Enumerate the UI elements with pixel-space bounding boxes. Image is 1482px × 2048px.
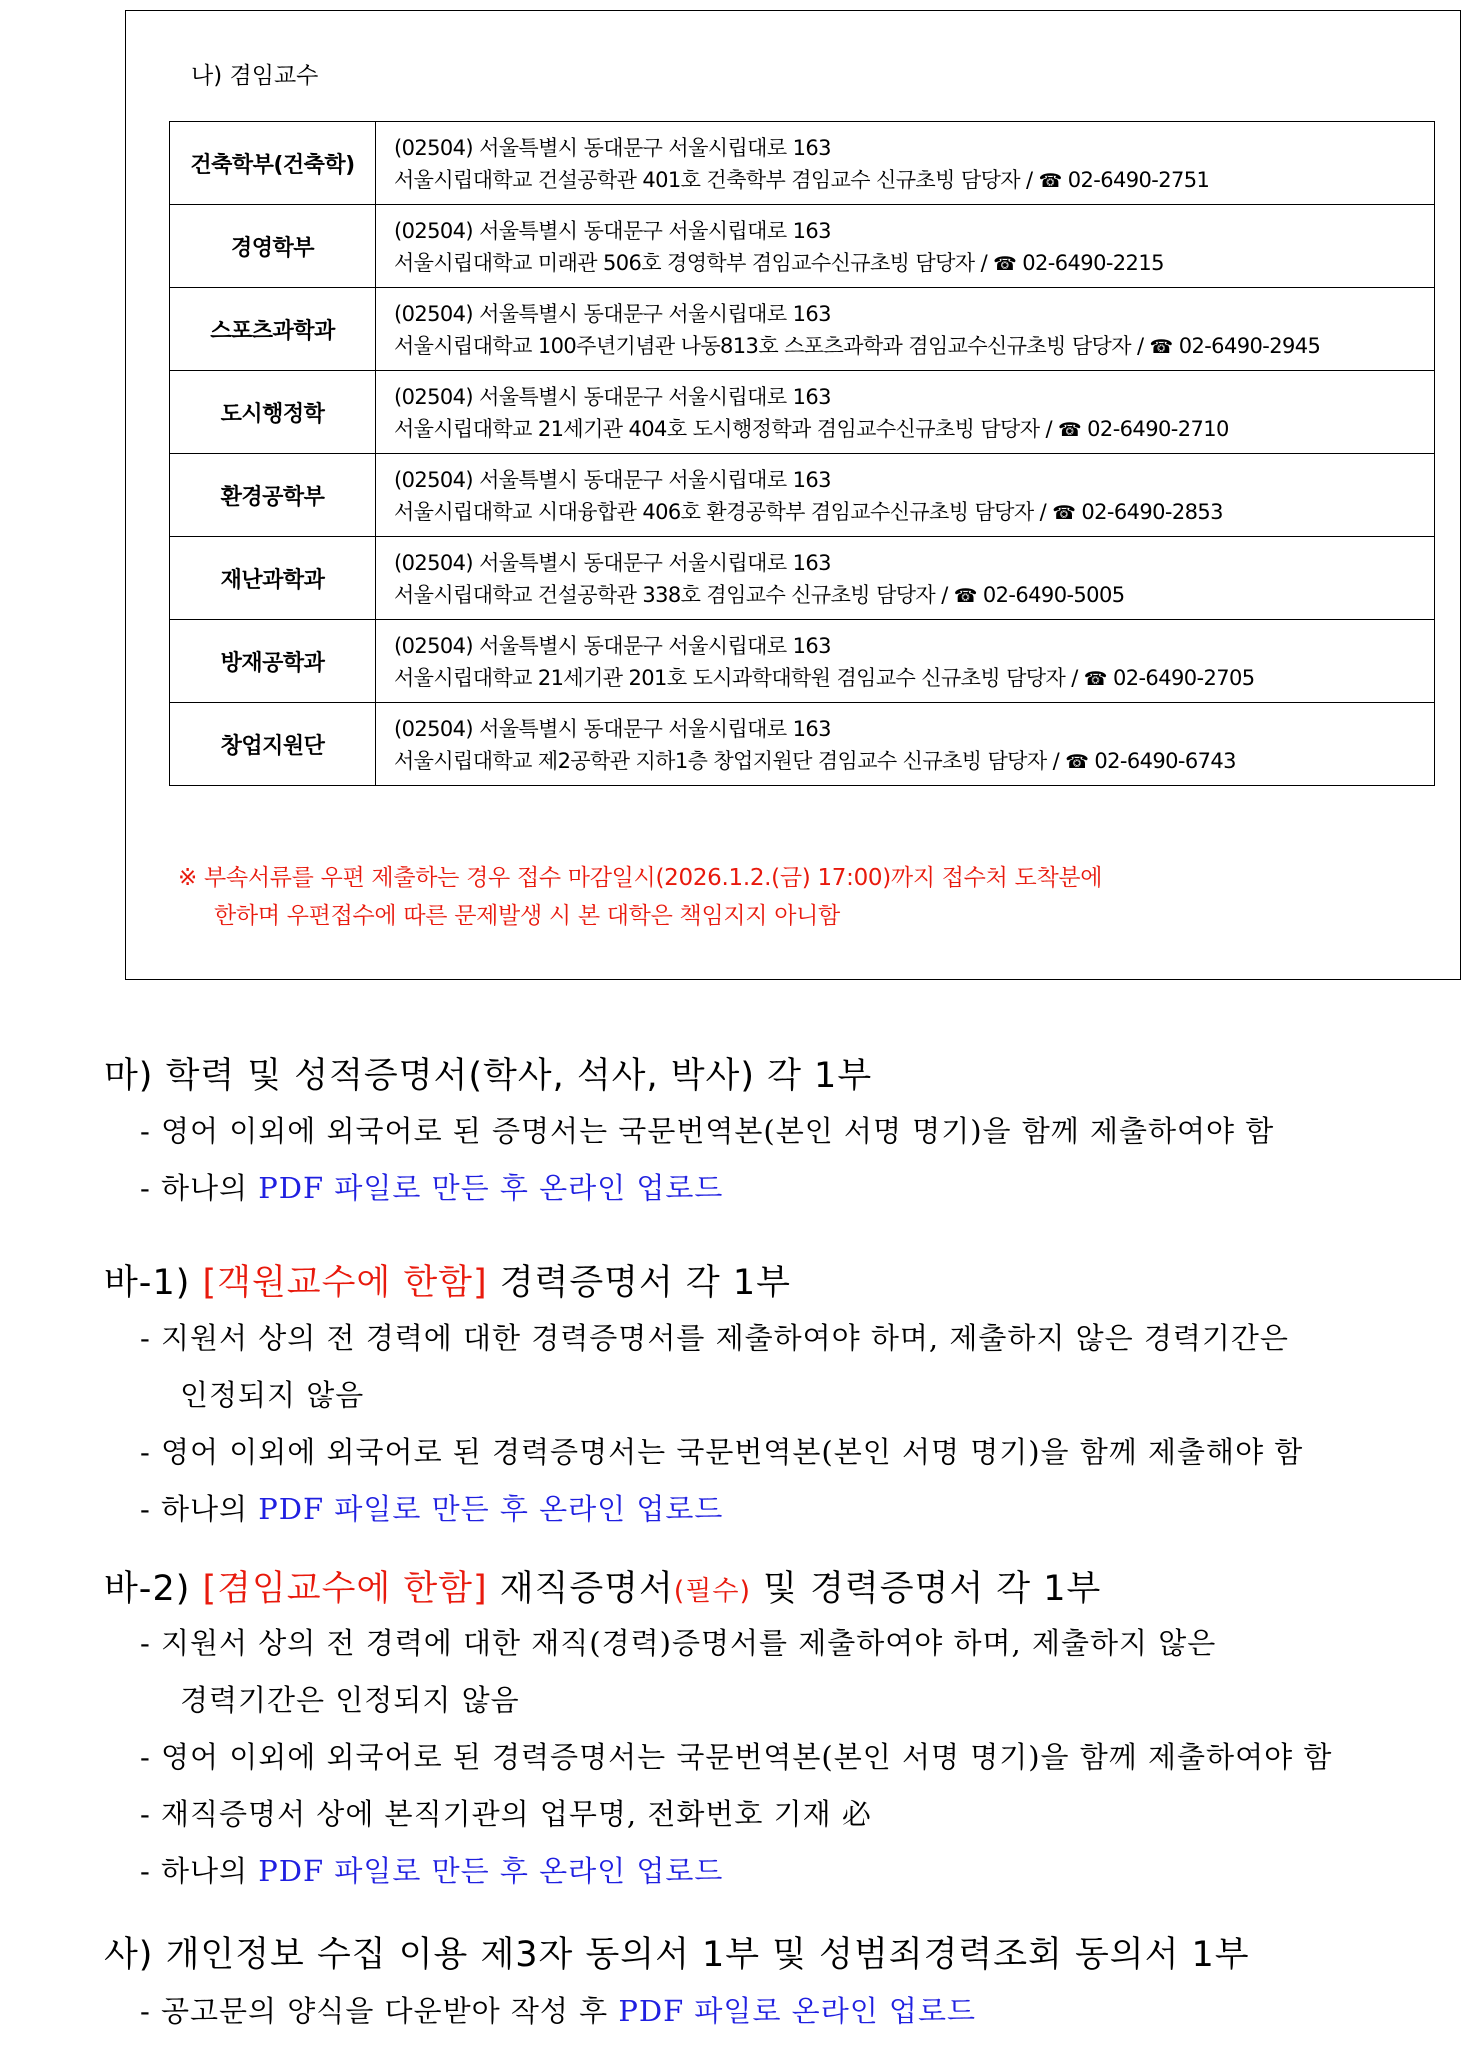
contact-info	[376, 371, 1435, 454]
ba2-bullet-4-upload: PDF 파일로 만든 후 온라인 업로드	[258, 1854, 724, 1888]
office-text: 서울시립대학교 21세기관 201호 도시과학대학원 겸임교수 신규초빙 담당자 /	[394, 665, 1084, 690]
office-line	[394, 745, 1434, 778]
phone-icon: ☎	[953, 584, 977, 607]
ba2-heading-prefix: 바-2)	[104, 1569, 203, 1609]
ba1-bullet-1: - 지원서 상의 전 경력에 대한 경력증명서를 제출하여야 하며, 제출하지 않은 경력기간은	[140, 1321, 1289, 1355]
contact-row	[170, 620, 1435, 703]
ma-bullet-2-prefix: - 하나의	[140, 1171, 259, 1205]
contacts-table	[169, 121, 1435, 786]
contact-info	[376, 454, 1435, 537]
phone-number: 02-6490-2705	[1112, 665, 1255, 690]
address-line: (02504) 서울특별시 동대문구 서울시립대로 163	[394, 135, 831, 160]
ba1-bullet-3-prefix: - 하나의	[140, 1492, 259, 1526]
office-line	[394, 247, 1434, 280]
sa-bullet-1-upload: PDF 파일로 온라인 업로드	[618, 1994, 976, 2028]
dept-name: 창업지원단	[170, 703, 376, 786]
phone-number: 02-6490-2945	[1178, 333, 1321, 358]
contact-info	[376, 288, 1435, 371]
ba2-bullet-4	[140, 1849, 723, 1890]
postal-notice	[178, 859, 1102, 935]
heading-ma: 마) 학력 및 성적증명서(학사, 석사, 박사) 각 1부	[104, 1056, 873, 1096]
ba2-bullet-3: - 재직증명서 상에 본직기관의 업무명, 전화번호 기재 必	[140, 1797, 872, 1831]
phone-icon: ☎	[1083, 667, 1107, 690]
sa-bullet-1	[140, 1989, 976, 2030]
phone-number: 02-6490-5005	[982, 582, 1125, 607]
phone-icon: ☎	[1052, 501, 1076, 524]
phone-number: 02-6490-2853	[1081, 499, 1223, 524]
dept-name: 건축학부(건축학)	[170, 122, 376, 205]
address-line: (02504) 서울특별시 동대문구 서울시립대로 163	[394, 550, 831, 575]
contact-info	[376, 205, 1435, 288]
office-text: 서울시립대학교 제2공학관 지하1층 창업지원단 겸임교수 신규초빙 담당자 /	[394, 748, 1066, 773]
office-text: 서울시립대학교 100주년기념관 나동813호 스포츠과학과 겸임교수신규초빙 담당자 /	[394, 333, 1150, 358]
dept-name: 도시행정학	[170, 371, 376, 454]
contact-info	[376, 620, 1435, 703]
contact-box	[125, 10, 1461, 980]
notice-line-1: ※ 부속서류를 우편 제출하는 경우 접수 마감일시(2026.1.2.(금) 17:00)까지 접수처 도착분에	[178, 865, 1103, 891]
address-line: (02504) 서울특별시 동대문구 서울시립대로 163	[394, 716, 831, 741]
phone-icon: ☎	[1065, 750, 1089, 773]
phone-icon: ☎	[1038, 169, 1062, 192]
office-text: 서울시립대학교 미래관 506호 경영학부 겸임교수신규초빙 담당자 /	[394, 250, 994, 275]
ba1-bullet-3-upload: PDF 파일로 만든 후 온라인 업로드	[258, 1492, 724, 1526]
dept-name: 재난과학과	[170, 537, 376, 620]
ba2-bullet-2: - 영어 이외에 외국어로 된 경력증명서는 국문번역본(본인 서명 명기)을 함께 제출하여야 함	[140, 1740, 1333, 1774]
ma-bullet-2-upload: PDF 파일로 만든 후 온라인 업로드	[258, 1171, 724, 1205]
office-text: 서울시립대학교 21세기관 404호 도시행정학과 겸임교수신규초빙 담당자 /	[394, 416, 1059, 441]
contact-row	[170, 703, 1435, 786]
ma-bullet-1: - 영어 이외에 외국어로 된 증명서는 국문번역본(본인 서명 명기)을 함께 제출하여야 함	[140, 1114, 1275, 1148]
contact-row	[170, 205, 1435, 288]
ba1-heading-scope: [객원교수에 한함]	[202, 1263, 488, 1303]
dept-name: 환경공학부	[170, 454, 376, 537]
ba1-heading-prefix: 바-1)	[104, 1263, 203, 1303]
ba2-heading-required: (필수)	[673, 1576, 752, 1607]
address-line: (02504) 서울특별시 동대문구 서울시립대로 163	[394, 218, 831, 243]
phone-number: 02-6490-2215	[1022, 250, 1164, 275]
contact-info	[376, 537, 1435, 620]
office-line	[394, 662, 1434, 695]
contact-info	[376, 703, 1435, 786]
ba2-heading-mid: 재직증명서	[487, 1569, 674, 1609]
ba1-bullet-1-cont: 인정되지 않음	[180, 1378, 365, 1412]
ma-bullet-2	[140, 1166, 723, 1207]
heading-ba1	[104, 1255, 791, 1305]
address-line: (02504) 서울특별시 동대문구 서울시립대로 163	[394, 384, 831, 409]
contact-info	[376, 122, 1435, 205]
office-line	[394, 579, 1434, 612]
heading-ba2	[104, 1561, 1101, 1611]
contact-row	[170, 537, 1435, 620]
contact-row	[170, 454, 1435, 537]
ba2-heading-rest: 및 경력증명서 각 1부	[751, 1569, 1102, 1609]
office-line	[394, 496, 1434, 529]
sa-bullet-1-prefix: - 공고문의 양식을 다운받아 작성 후	[140, 1994, 619, 2028]
ba2-bullet-1-cont: 경력기간은 인정되지 않음	[180, 1683, 520, 1717]
address-line: (02504) 서울특별시 동대문구 서울시립대로 163	[394, 467, 831, 492]
address-line: (02504) 서울특별시 동대문구 서울시립대로 163	[394, 301, 831, 326]
phone-number: 02-6490-2751	[1067, 167, 1210, 192]
address-line: (02504) 서울특별시 동대문구 서울시립대로 163	[394, 633, 831, 658]
office-text: 서울시립대학교 시대융합관 406호 환경공학부 겸임교수신규초빙 담당자 /	[394, 499, 1053, 524]
ba2-bullet-4-prefix: - 하나의	[140, 1854, 259, 1888]
office-line	[394, 330, 1434, 363]
ba1-bullet-2: - 영어 이외에 외국어로 된 경력증명서는 국문번역본(본인 서명 명기)을 함께 제출해야 함	[140, 1435, 1304, 1469]
ba1-bullet-3	[140, 1487, 723, 1528]
contact-row	[170, 288, 1435, 371]
ba1-heading-rest: 경력증명서 각 1부	[487, 1263, 791, 1303]
dept-name: 경영학부	[170, 205, 376, 288]
phone-number: 02-6490-2710	[1087, 416, 1229, 441]
phone-icon: ☎	[993, 252, 1017, 275]
phone-icon: ☎	[1149, 335, 1173, 358]
contact-row	[170, 371, 1435, 454]
heading-sa: 사) 개인정보 수집 이용 제3자 동의서 1부 및 성범죄경력조회 동의서 1부	[104, 1935, 1250, 1975]
box-title: 나) 겸임교수	[191, 63, 319, 89]
contact-row	[170, 122, 1435, 205]
office-line	[394, 164, 1434, 197]
ba2-heading-scope: [겸임교수에 한함]	[202, 1569, 488, 1609]
dept-name: 스포츠과학과	[170, 288, 376, 371]
office-text: 서울시립대학교 건설공학관 401호 건축학부 겸임교수 신규초빙 담당자 /	[394, 167, 1039, 192]
notice-line-2: 한하며 우편접수에 따른 문제발생 시 본 대학은 책임지지 아니함	[214, 903, 840, 929]
phone-number: 02-6490-6743	[1094, 748, 1236, 773]
phone-icon: ☎	[1058, 418, 1082, 441]
office-text: 서울시립대학교 건설공학관 338호 겸임교수 신규초빙 담당자 /	[394, 582, 954, 607]
ba2-bullet-1: - 지원서 상의 전 경력에 대한 재직(경력)증명서를 제출하여야 하며, 제출하지 않은	[140, 1626, 1217, 1660]
office-line	[394, 413, 1434, 446]
dept-name: 방재공학과	[170, 620, 376, 703]
